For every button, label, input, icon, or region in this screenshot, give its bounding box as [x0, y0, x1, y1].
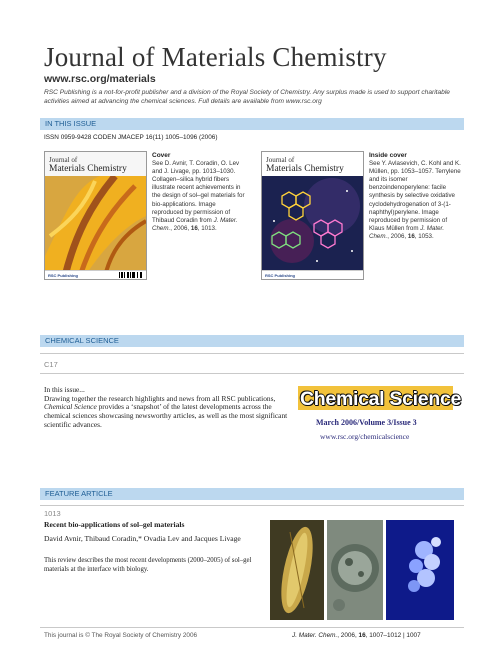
- barcode-icon: [119, 272, 143, 278]
- cell-micrograph: [327, 520, 383, 620]
- inside-cover-publisher-mark: RSC Publishing: [265, 273, 295, 278]
- chemical-science-logo: Chemical Science: [300, 388, 462, 410]
- feature-article-code: 1013: [44, 509, 61, 518]
- inside-cover-journal-line2: Materials Chemistry: [266, 164, 344, 174]
- chemical-science-code: C17: [44, 360, 58, 369]
- chemical-science-body-2: provides a ‘snapshot’ of the latest developments across the chemical sciences showcasing newsworthy articles, as well as the most significant scientific advances.: [44, 402, 288, 429]
- divider: [40, 373, 464, 374]
- inside-cover-text: See Y. Avlasevich, C. Kohl and K. Müllen, pp. 1053–1057. Terrylene and its isomer benzoindenoperylene: facile synthesis by selective oxidative cyclodehydrogenation of 3-(1-naphthyl)perylene. Image reproduced by permission of Klaus Müllen from: [369, 160, 461, 232]
- inside-cover-journal-line1: Journal of: [266, 156, 295, 164]
- cover-publisher-mark: RSC Publishing: [48, 273, 78, 278]
- footer-volume: 16: [358, 632, 366, 639]
- chemical-science-text: [44, 386, 294, 430]
- molecule-illustration: [262, 176, 363, 271]
- issn-line: ISSN 0959-9428 CODEN JMACEP 16(11) 1005–1096 (2006): [44, 134, 218, 141]
- chemical-science-body-em: Chemical Science: [44, 402, 97, 412]
- inside-cover-ref-journal: J. Mater. Chem.: [369, 224, 445, 240]
- cover-image: [44, 151, 147, 280]
- publisher-note: RSC Publishing is a not-for-profit publisher and a division of the Royal Society of Chemistry. Any surplus made is used to support charitable activities aimed at advancing the chemical sciences. Full details are available from www.rsc.org: [44, 89, 450, 105]
- divider: [40, 353, 464, 354]
- divider: [40, 505, 464, 506]
- feature-article-description: This review describes the most recent developments (2000–2005) of sol–gel materials at the interface with biology.: [44, 557, 252, 573]
- inside-cover-ref-year: , 2006,: [387, 232, 408, 240]
- footer-divider: [40, 627, 464, 628]
- cover-ref-journal: J. Mater. Chem.: [152, 216, 238, 232]
- section-bar-chemical-science: CHEMICAL SCIENCE: [40, 335, 464, 347]
- collagen-fiber-illustration: [45, 176, 146, 276]
- inside-cover-image: [261, 151, 364, 280]
- cover-text: See D. Avnir, T. Coradin, O. Lev and J. Livage, pp. 1013–1030. Collagen–silica hybrid fibers illustrate recent achievements in the design of sol–gel materials for bio-applications. Image reproduced by permission of Thibaud Coradin from: [152, 160, 245, 224]
- blue-particle-micrograph: [386, 520, 454, 620]
- journal-title: Journal of Materials Chemistry: [44, 42, 387, 72]
- cover-journal-line1: Journal of: [49, 156, 78, 164]
- cover-ref-year: , 2006,: [170, 224, 191, 232]
- footer-pages: , 1007–1012 | 1007: [365, 632, 421, 639]
- section-bar-feature-article: FEATURE ARTICLE: [40, 488, 464, 500]
- inside-cover-ref-volume: 16: [407, 232, 415, 240]
- chemical-science-body-1: Drawing together the research highlights and news from all RSC publications,: [44, 393, 276, 403]
- feature-article-title[interactable]: Recent bio-applications of sol–gel materials: [44, 520, 185, 529]
- cover-caption: [152, 152, 247, 233]
- cover-heading: Cover: [152, 152, 171, 159]
- cover-journal-line2: Materials Chemistry: [49, 164, 127, 174]
- inside-cover-heading: Inside cover: [369, 152, 407, 159]
- section-bar-in-this-issue: IN THIS ISSUE: [40, 118, 464, 130]
- chemical-science-intro: In this issue...: [44, 385, 85, 394]
- chemical-science-issue: March 2006/Volume 3/Issue 3: [316, 418, 417, 427]
- chemical-science-url[interactable]: www.rsc.org/chemicalscience: [320, 432, 410, 441]
- footer-journal: J. Mater. Chem.: [292, 632, 338, 639]
- feature-article-authors: David Avnir, Thibaud Coradin,* Ovadia Lev and Jacques Livage: [44, 534, 241, 543]
- footer-citation: [292, 632, 421, 639]
- cover-ref-volume: 16: [190, 224, 198, 232]
- footer-year: , 2006,: [337, 632, 359, 639]
- cover-ref-pages: , 1013.: [197, 224, 217, 232]
- footer-copyright: This journal is © The Royal Society of Chemistry 2006: [44, 632, 198, 639]
- inside-cover-caption: [369, 152, 464, 241]
- diatom-micrograph: [270, 520, 324, 620]
- inside-cover-ref-pages: , 1053.: [414, 232, 434, 240]
- journal-url[interactable]: www.rsc.org/materials: [44, 73, 156, 85]
